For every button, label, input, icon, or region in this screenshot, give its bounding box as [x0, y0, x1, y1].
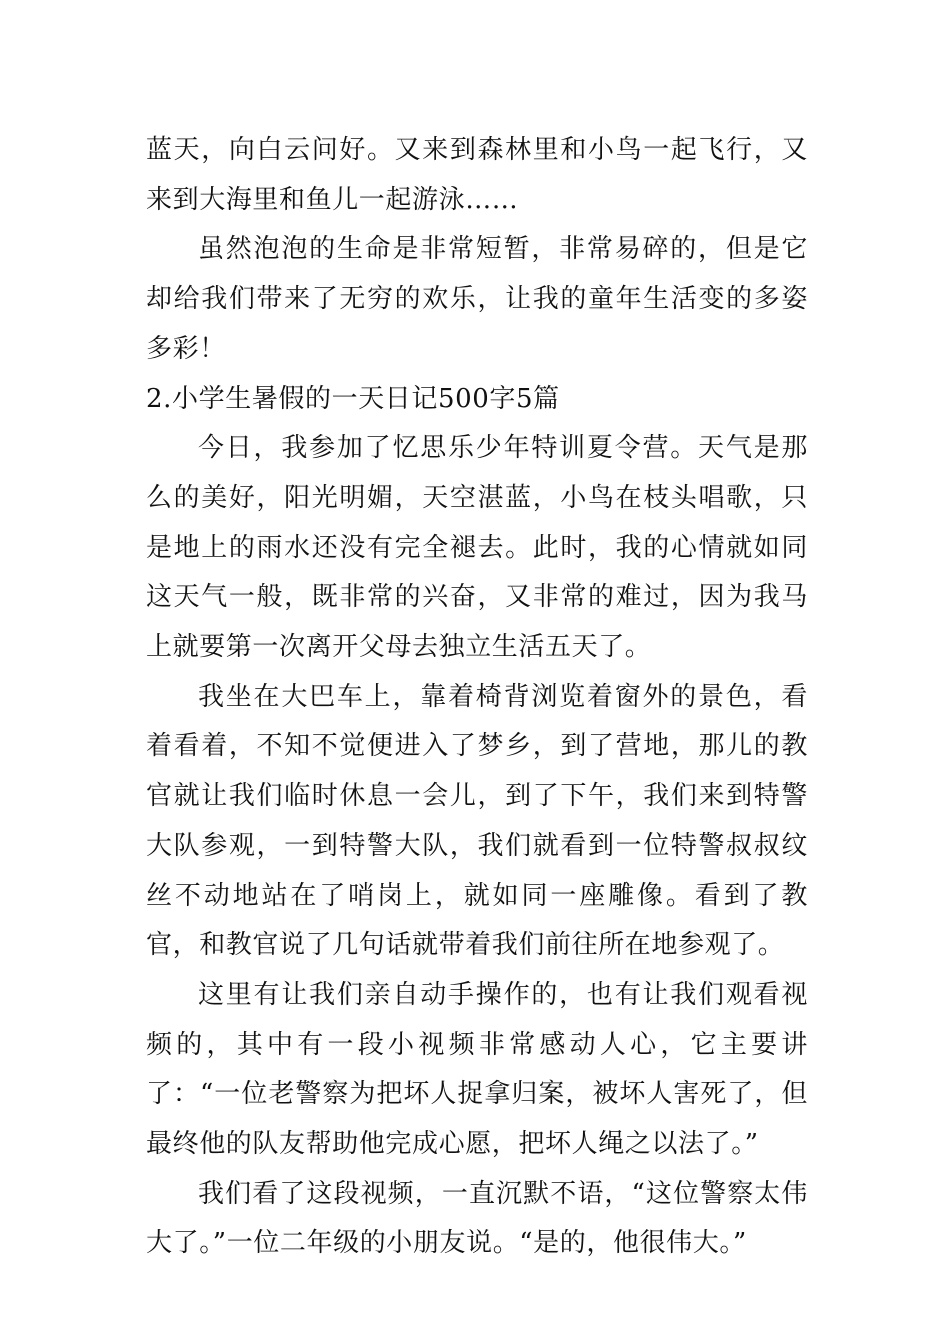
section-heading: 2.小学生暑假的一天日记500字5篇 [146, 383, 560, 414]
paragraph-6: 我们看了这段视频，一直沉默不语，“这位警察太伟大了。”一位二年级的小朋友说。“是的，他很伟大。” [146, 1178, 808, 1259]
paragraph-1: 蓝天，向白云问好。又来到森林里和小鸟一起飞行，又来到大海里和鱼儿一起游泳…… [146, 135, 808, 215]
paragraph-5: 这里有让我们亲自动手操作的，也有让我们观看视频的，其中有一段小视频非常感动人心，它主要讲了：“一位老警察为把坏人捉拿归案，被坏人害死了，但最终他的队友帮助他完成心愿，把坏人绳之以法了。” [146, 979, 808, 1160]
paragraph-2: 虽然泡泡的生命是非常短暂，非常易碎的，但是它却给我们带来了无穷的欢乐，让我的童年生活变的多姿多彩！ [146, 234, 808, 364]
document-body [146, 126, 808, 1269]
paragraph-4: 我坐在大巴车上，靠着椅背浏览着窗外的景色，看着看着，不知不觉便进入了梦乡，到了营地，那儿的教官就让我们临时休息一会儿，到了下午，我们来到特警大队参观，一到特警大队，我们就看到一位特警叔叔纹丝不动地站在了哨岗上，就如同一座雕像。看到了教官，和教官说了几句话就带着我们前往所在地参观了。 [146, 681, 808, 961]
paragraph-3: 今日，我参加了忆思乐少年特训夏令营。天气是那么的美好，阳光明媚，天空湛蓝，小鸟在枝头唱歌，只是地上的雨水还没有完全褪去。此时，我的心情就如同这天气一般，既非常的兴奋，又非常的难过，因为我马上就要第一次离开父母去独立生活五天了。 [146, 433, 808, 663]
